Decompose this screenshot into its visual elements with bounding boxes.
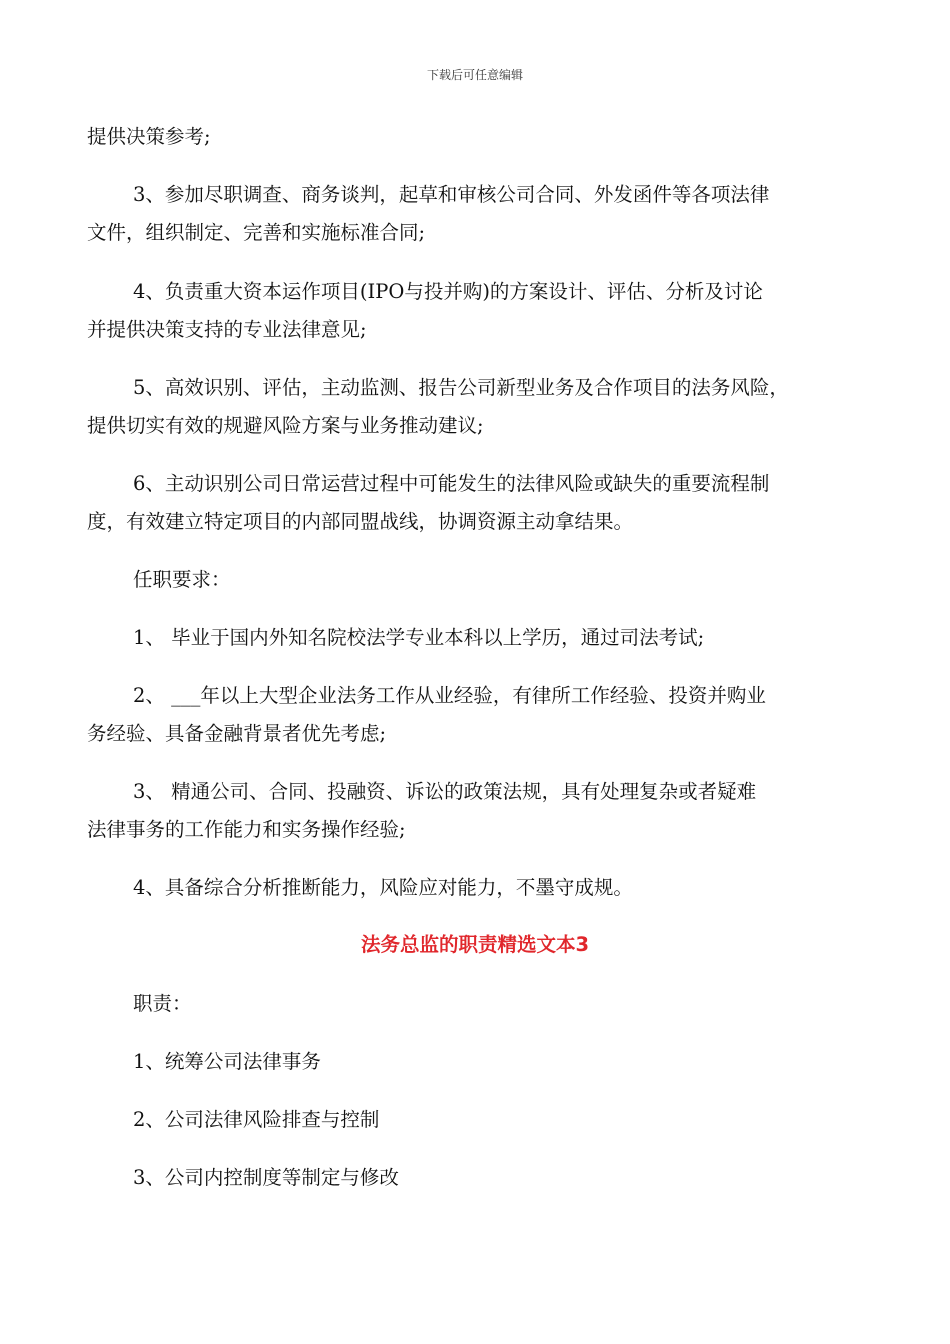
paragraph-line: 3、参加尽职调查、商务谈判，起草和审核公司合同、外发函件等各项法律 xyxy=(133,183,770,206)
paragraph-line: 4、具备综合分析推断能力，风险应对能力，不墨守成规。 xyxy=(133,876,633,899)
paragraph-line: 6、主动识别公司日常运营过程中可能发生的法律风险或缺失的重要流程制 xyxy=(133,472,770,495)
page-header: 下载后可任意编辑 xyxy=(426,68,523,82)
list-item: 2、公司法律风险排查与控制 xyxy=(133,1108,380,1131)
paragraph-line: 2、 ___年以上大型企业法务工作从业经验，有律所工作经验、投资并购业 xyxy=(133,684,766,707)
paragraph-line: 1、 毕业于国内外知名院校法学专业本科以上学历，通过司法考试; xyxy=(133,626,705,649)
paragraph-line: 度，有效建立特定项目的内部同盟战线，协调资源主动拿结果。 xyxy=(87,510,634,533)
paragraph-line: 提供切实有效的规避风险方案与业务推动建议; xyxy=(87,414,484,437)
paragraph-line: 4、负责重大资本运作项目(IPO与投并购)的方案设计、评估、分析及讨论 xyxy=(133,280,763,303)
paragraph-line: 3、 精通公司、合同、投融资、诉讼的政策法规，具有处理复杂或者疑难 xyxy=(133,780,757,803)
list-item: 3、公司内控制度等制定与修改 xyxy=(133,1166,399,1189)
paragraph-line: 提供决策参考; xyxy=(87,125,211,148)
paragraph-line: 任职要求： xyxy=(133,568,231,591)
paragraph-line: 5、高效识别、评估，主动监测、报告公司新型业务及合作项目的法务风险， xyxy=(133,376,789,399)
paragraph-line: 法律事务的工作能力和实务操作经验; xyxy=(87,818,406,841)
paragraph-line: 文件，组织制定、完善和实施标准合同; xyxy=(87,221,426,244)
paragraph-line: 职责： xyxy=(133,992,192,1015)
paragraph-line: 并提供决策支持的专业法律意见; xyxy=(87,318,367,341)
paragraph-line: 务经验、具备金融背景者优先考虑; xyxy=(87,722,387,745)
list-item: 1、统筹公司法律事务 xyxy=(133,1050,321,1073)
section-title: 法务总监的职责精选文本3 xyxy=(360,933,590,956)
